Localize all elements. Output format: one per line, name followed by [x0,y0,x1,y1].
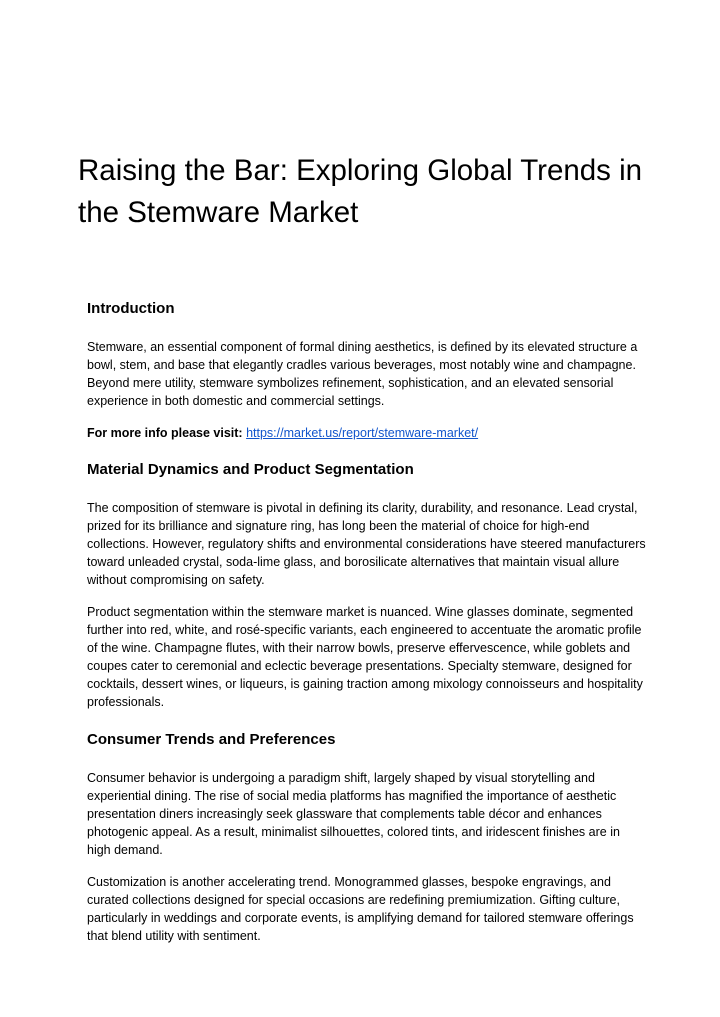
market-report-link[interactable]: https://market.us/report/stemware-market/ [246,426,479,440]
document-body [87,298,647,959]
consumer-paragraph-2: Customization is another accelerating trend. Monogrammed glasses, bespoke engravings, and curated collections designed for special occasions are redefining premiumization. Gifting culture, particularly in weddings and corporate events, is amplifying demand for tailored stemware offerings that blend utility with sentiment. [87,875,634,943]
introduction-paragraph: Stemware, an essential component of formal dining aesthetics, is defined by its elevated structure a bowl, stem, and base that elegantly cradles various beverages, most notably wine and champagne. Beyond mere utility, stemware symbolizes refinement, sophistication, and an elevated sensorial experience in both domestic and commercial settings. [87,340,638,408]
material-paragraph-2: Product segmentation within the stemware market is nuanced. Wine glasses dominate, segmented further into red, white, and rosé-specific variants, each engineered to accentuate the aromatic profile of the wine. Champagne flutes, with their narrow bowls, preserve effervescence, while goblets and coupes cater to ceremonial and eclectic beverage presentations. Specialty stemware, designed for cocktails, dessert wines, or liqueurs, is gaining traction among mixology connoisseurs and hospitality professionals. [87,605,643,709]
introduction-heading: Introduction [87,300,175,317]
more-info-line [87,424,647,442]
document-title: Raising the Bar: Exploring Global Trends in the Stemware Market [78,154,643,229]
material-paragraph-1: The composition of stemware is pivotal in defining its clarity, durability, and resonance. Lead crystal, prized for its brilliance and signature ring, has long been the material of choice for high-end collections. However, regulatory shifts and environmental considerations have steered manufacturers toward unleaded crystal, soda-lime glass, and borosilicate alternatives that maintain visual allure without compromising on safety. [87,501,646,587]
more-info-label: For more info please visit: [87,426,243,440]
consumer-paragraph-1: Consumer behavior is undergoing a paradigm shift, largely shaped by visual storytelling and experiential dining. The rise of social media platforms has magnified the importance of aesthetic presentation diners increasingly seek glassware that complements table décor and enhances photogenic appeal. As a result, minimalist silhouettes, colored tints, and iridescent finishes are in high demand. [87,771,620,857]
consumer-heading: Consumer Trends and Preferences [87,731,336,748]
material-heading: Material Dynamics and Product Segmentation [87,461,414,478]
